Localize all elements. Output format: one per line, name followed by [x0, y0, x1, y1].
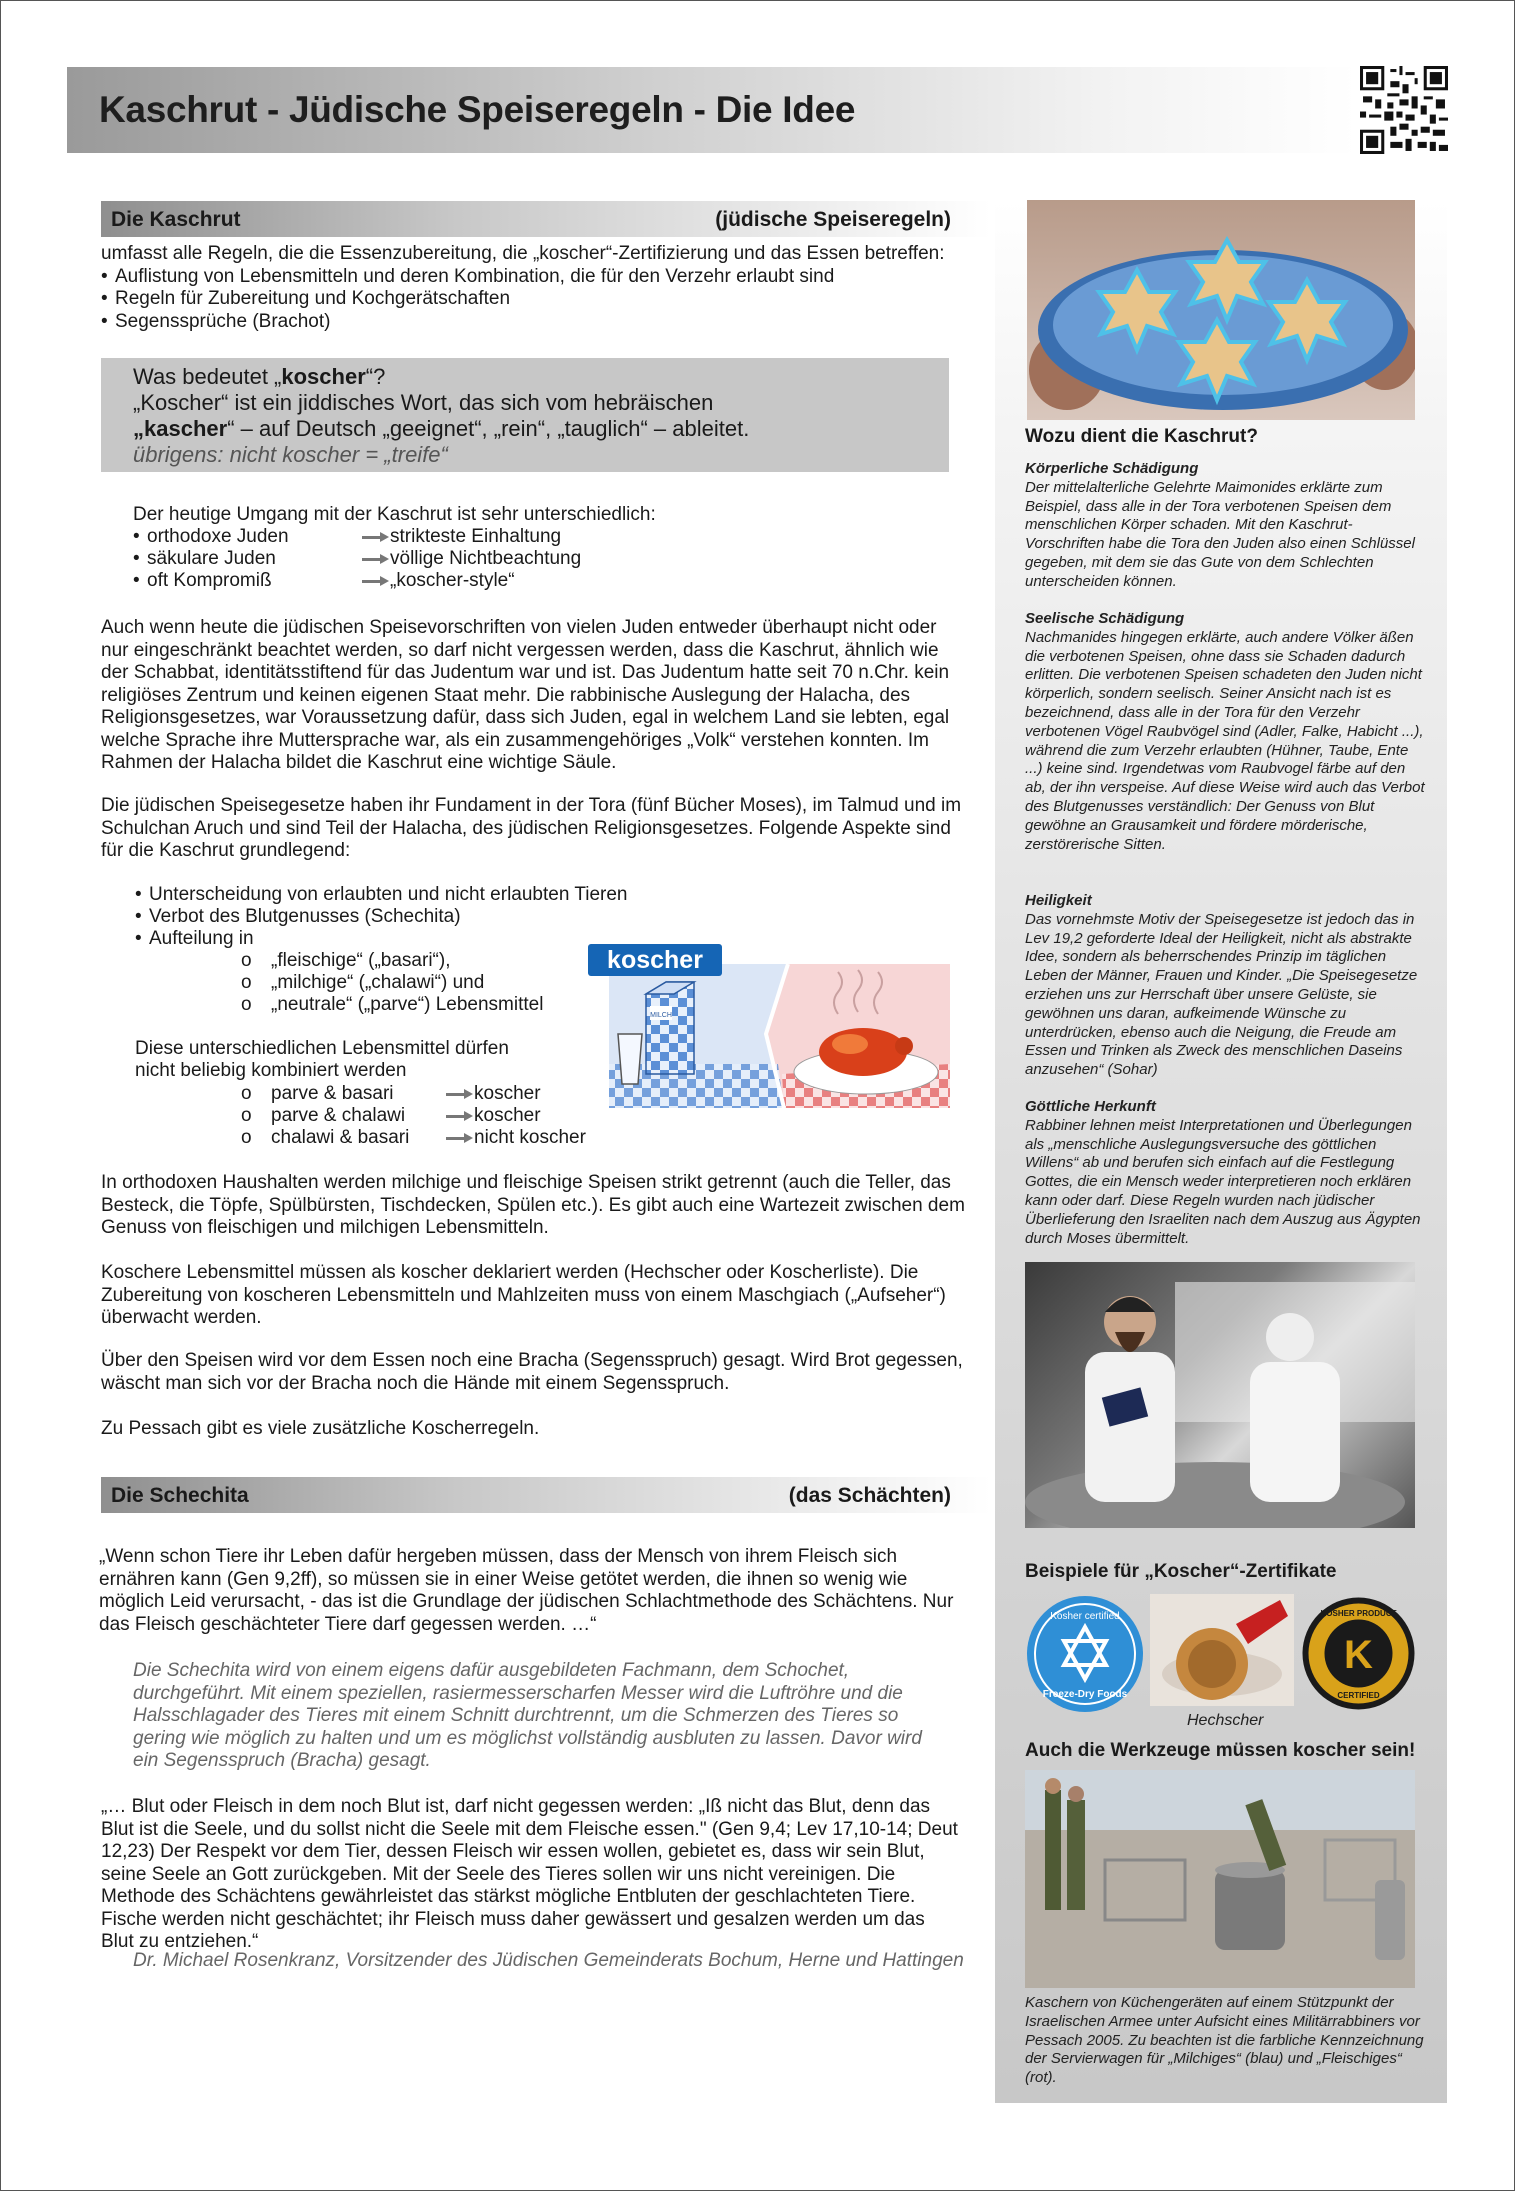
koscher-illustration	[588, 944, 950, 1108]
koscher-definition-box: Was bedeutet „koscher“? „Koscher“ ist ein jiddisches Wort, das sich vom hebräischen „kascher“ – auf Deutsch „geeignet“, „rein“, „tauglich“ – ableitet. übrigens: nicht koscher = „treife“	[101, 358, 949, 472]
cookie-plate-photo	[1027, 200, 1415, 420]
arrow-right-icon	[446, 1133, 474, 1143]
combo-intro: Diese unterschiedlichen Lebensmittel dürfen	[135, 1038, 509, 1059]
schechita-author: Dr. Michael Rosenkranz, Vorsitzender des Jüdischen Gemeinderats Bochum, Herne und Hattingen	[133, 1950, 964, 1971]
hechscher-seal-stamp	[1150, 1594, 1294, 1706]
paragraph-declaration: Koschere Lebensmittel müssen als koscher deklariert werden (Hechscher oder Koscherliste). Die Zubereitung von koscheren Lebensmitteln und Mahlzeiten muss von einem Maschgiach („Aufseher“) überwacht werden.	[101, 1262, 946, 1328]
svg-text:Kosher certified: Kosher certified	[1050, 1611, 1120, 1622]
header-bar	[67, 67, 1357, 153]
kashering-equipment-image	[1025, 1770, 1415, 1988]
kaschrut-section-title: Die Kaschrut	[111, 208, 241, 231]
schechita-section-title: Die Schechita	[111, 1484, 249, 1507]
list-item: • Regeln für Zubereitung und Kochgerätschaften	[101, 288, 981, 311]
schechita-quote-2: Die Schechita wird von einem eigens dafür ausgebildeten Fachmann, dem Schochet, durchgeführt. Mit einem speziellen, rasiermesserscharfen Messer wird die Luftröhre und die Halsschlagader des Tieres mit einem Schnitt durchtrennt, um die Schmerzen des Tieres so gering wie möglich zu halten und um es möglichst vollständig ausbluten zu lassen. Davor wird ein Segensspruch (Bracha) gesagt.	[133, 1660, 922, 1771]
sidebar-heading-wozu: Wozu dient die Kaschrut?	[1025, 426, 1258, 447]
combo-row: o parve & chalawi koscher	[241, 1105, 541, 1126]
combo-intro: nicht beliebig kombiniert werden	[135, 1060, 407, 1081]
combo-row: o parve & basari koscher	[241, 1083, 541, 1104]
svg-text:CERTIFIED: CERTIFIED	[1337, 1691, 1380, 1700]
paragraph-foundation: Die jüdischen Speisegesetze haben ihr Fundament in der Tora (fünf Bücher Moses), im Talmud und im Schulchan Aruch und sind Teil der Halacha, des jüdischen Religionsgesetzes. Folgende Aspekte sind für die Kaschrut grundlegend:	[101, 795, 962, 861]
sub-item: o „milchige“ („chalawi“) und	[241, 972, 485, 993]
svg-text:KOSHER PRODUCT: KOSHER PRODUCT	[1320, 1609, 1397, 1618]
schechita-section-subtitle: (das Schächten)	[788, 1484, 951, 1507]
schechita-section-header	[101, 1477, 991, 1513]
cert-examples-heading: Beispiele für „Koscher“-Zertifikate	[1025, 1561, 1337, 1582]
arrow-right-icon	[362, 532, 390, 542]
umgang-row: • säkulare Juden völlige Nichtbeachtung	[133, 548, 581, 570]
sidebar-herkunft: Göttliche Herkunft Rabbiner lehnen meist Interpretationen und Überlegungen als „menschliche Auslegungsversuche des göttlichen Willens“ ab und berufen sich einfach auf die Festlegung Gottes, die ein Mensch weder interpretieren noch erklären kann oder darf. Diese Regeln wurden nach jüdischer Überlieferung den Israeliten nach dem Auszug aus Ägypten durch Moses übermittelt.	[1025, 1098, 1421, 1247]
paragraph-pessach: Zu Pessach gibt es viele zusätzliche Koscherregeln.	[101, 1418, 540, 1439]
list-item: • Auflistung von Lebensmitteln und deren Kombination, die für den Verzehr erlaubt sind	[101, 266, 981, 289]
kaschrut-section-header	[101, 201, 991, 237]
rabbi-inspection-image	[1025, 1262, 1415, 1528]
schechita-quote-1: „Wenn schon Tiere ihr Leben dafür hergeben müssen, dass der Mensch von ihrem Fleisch sich ernähren kann (Gen 9,2ff), so müssen sie in einer Weise getötet werden, die ihnen so wenig wie möglich Leid verursacht, - das ist die Grundlage der jüdischen Schlachtmethode des Schächtens. Nur das Fleisch geschächteter Tiere darf gegessen werden. …“	[99, 1546, 954, 1635]
sidebar-heiligkeit: Heiligkeit Das vornehmste Motiv der Speisegesetze ist jedoch das in Lev 19,2 geforderte Ideal der Heiligkeit, nicht als abstrakte Idee, sondern als beherrschendes Prinzip im täglichen Leben der Männer, Frauen und Kinder. „Die Speisegesetze erziehen uns zur Herrschaft über unsere Gelüste, sie gewöhnen uns daran, aufkeimende Wünsche zu unterdrücken, ebenso auch die Neigung, die Freude am Essen und Trinken als Zweck des menschlichen Daseins anzusehen“ (Sohar)	[1025, 892, 1418, 1079]
list-item: • Segenssprüche (Brachot)	[101, 311, 981, 334]
tools-heading: Auch die Werkzeuge müssen koscher sein!	[1025, 1740, 1416, 1761]
kitchen-inspection-photo	[1025, 1262, 1415, 1528]
kosher-product-gold-stamp	[1301, 1596, 1416, 1711]
umgang-intro: Der heutige Umgang mit der Kaschrut ist sehr unterschiedlich:	[133, 504, 656, 525]
umgang-row: • oft Kompromiß „koscher-style“	[133, 570, 515, 592]
kaschrut-section-subtitle: (jüdische Speiseregeln)	[715, 208, 951, 231]
sidebar-seelisch: Seelische Schädigung Nachmanides hingegen erklärte, auch andere Völker äßen die verbotenen Speisen, ohne dass sie Schaden dadurch erlitten. Die verbotenen Speisen schadeten den Juden nicht körperlich, sondern seelisch. Seiner Ansicht nach ist es bezeichnend, dass alle in der Tora für den Verzehr verbotenen Vögel Raubvögel sind (Adler, Falke, Habicht ...), während die zum Verzehr erlaubten (Hühner, Taube, Ente ...) keine sind. Irgendetwas vom Raubvogel färbe auf den ab, der ihn verspeise. Auf diese Weise wird auch das Verbot des Blutgenusses verständlich: Der Genuss von Blut gewöhne an Grausamkeit und fördere mörderische, zerstörerische Sitten.	[1025, 610, 1425, 853]
hechscher-caption: Hechscher	[1187, 1712, 1264, 1729]
umgang-row: • orthodoxe Juden strikteste Einhaltung	[133, 526, 561, 548]
qr-code-icon[interactable]	[1360, 66, 1448, 154]
milk-carton-icon	[646, 982, 694, 1074]
arrow-right-icon	[362, 554, 390, 564]
army-kitchen-photo	[1025, 1770, 1415, 1988]
svg-text:Freeze-Dry Foods: Freeze-Dry Foods	[1042, 1689, 1128, 1700]
schechita-quote-3: „… Blut oder Fleisch in dem noch Blut ist, darf nicht gegessen werden: „Iß nicht das Blut, denn das Blut ist die Seele, und du sollst nicht die Seele mit dem Fleische essen." (Gen 9,4; Lev 17,10-14; Deut 12,23) Der Respekt vor dem Tier, dessen Fleisch wir essen wollen, gebietet es, dass wir sein Blut, seine Seele an Gott zurückgeben. Mit der Seele des Tieres sollen wir uns nicht vereinigen. Die Methode des Schächtens gewährleistet das stärkst mögliche Entbluten der geschlachteten Tiere. Fische werden nicht geschächtet; ihr Fleisch muss daher gewässert und gesalzen werden um das Blut zu entziehen.“	[101, 1796, 958, 1952]
aspect-item: • Unterscheidung von erlaubten und nicht erlaubten Tieren	[135, 884, 628, 906]
milk-glass-icon	[618, 1034, 642, 1084]
kaschrut-intro: umfasst alle Regeln, die die Essenzubereitung, die „koscher“-Zertifizierung und das Essen betreffen: • Auflistung von Lebensmitteln und deren Kombination, die für den Verzehr erlaubt sind • Regeln für Zubereitung und Kochgerätschaften • Segenssprüche (Brachot)	[101, 243, 981, 333]
arrow-right-icon	[446, 1111, 474, 1121]
paragraph-identity: Auch wenn heute die jüdischen Speisevorschriften von vielen Juden entweder überhaupt nicht oder nur eingeschränkt beachtet werden, so darf nicht vergessen werden, dass die Kaschrut, ähnlich wie der Schabbat, identitätsstiftend für das Judentum war und ist. Das Judentum hatte seit 70 n.Chr. kein religiöses Zentrum und keinen eigenen Staat mehr. Die rabbinische Auslegung der Halacha, des Religionsgesetzes, war Voraussetzung dafür, dass sich Juden, egal in welchem Land sie lebten, egal welche Sprache ihre Muttersprache war, als ein zusammengehöriges „Volk“ verstehen konnten. Im Rahmen der Halacha bildet die Kaschrut eine wichtige Säule.	[101, 617, 950, 773]
paragraph-bracha: Über den Speisen wird vor dem Essen noch eine Bracha (Segensspruch) gesagt. Wird Brot gegessen, wäscht man sich vor der Bracha noch die Hände mit einem Segensspruch.	[101, 1350, 963, 1394]
aspect-item: • Verbot des Blutgenusses (Schechita)	[135, 906, 461, 928]
svg-text:MILCH: MILCH	[650, 1012, 672, 1019]
army-photo-caption: Kaschern von Küchengeräten auf einem Stützpunkt der Israelischen Armee unter Aufsicht eines Militärrabbiners vor Pessach 2005. Zu beachten ist die farbliche Kennzeichnung der Servierwagen für „Milchiges“ (blau) und „Fleischiges“ (rot).	[1025, 1994, 1424, 2087]
kosher-certified-stamp	[1026, 1595, 1144, 1713]
aspect-item: • Aufteilung in	[135, 928, 254, 950]
sub-item: o „neutrale“ („parve“) Lebensmittel	[241, 994, 544, 1015]
arrow-right-icon	[362, 576, 390, 586]
sub-item: o „fleischige“ („basari“),	[241, 950, 451, 971]
page-title: Kaschrut - Jüdische Speiseregeln - Die Idee	[99, 89, 856, 130]
paragraph-separation: In orthodoxen Haushalten werden milchige und fleischige Speisen strikt getrennt (auch die Teller, das Besteck, die Töpfe, Spülbürsten, Tischdecken, Spülen etc.). Es gibt auch eine Wartezeit zwischen dem Genuss von fleischigen und milchigen Lebensmitteln.	[101, 1172, 965, 1238]
sidebar-koerperlich: Körperliche Schädigung Der mittelalterliche Gelehrte Maimonides erklärte zum Beispiel, dass alle in der Tora verbotenen Speisen dem menschlichen Körper schaden. Mit den Kaschrut-Vorschriften habe die Tora den Juden also einen Schlüssel gegeben, mit dem sie das Gute von dem Schlechten unterscheiden können.	[1025, 460, 1415, 590]
star-cookies-image	[1027, 200, 1415, 420]
svg-text:koscher: koscher	[607, 946, 703, 974]
arrow-right-icon	[446, 1089, 474, 1099]
svg-text:K: K	[1344, 1633, 1373, 1677]
combo-row: o chalawi & basari nicht koscher	[241, 1127, 586, 1148]
